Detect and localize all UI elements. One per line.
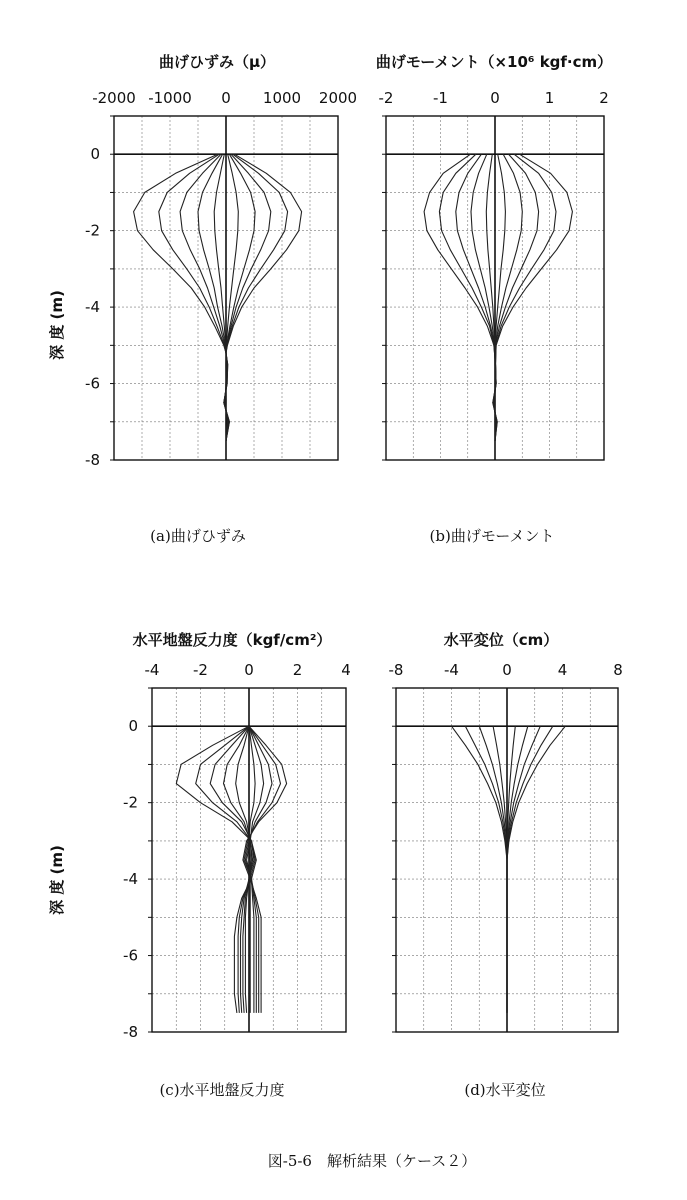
x-tick-label: 0: [502, 661, 512, 679]
chart-d-grid: [392, 688, 618, 1032]
x-tick-label: -8: [388, 661, 404, 679]
x-tick-label: 0: [244, 661, 254, 679]
chart-b-title: 曲げモーメント（×10⁶ kgf·cm）: [375, 53, 613, 71]
series-line-9: [507, 726, 565, 1013]
series-line-9: [493, 154, 556, 441]
chart-b-bending-moment: [376, 53, 612, 545]
series-line-10: [224, 154, 302, 441]
chart-b-caption: (b)曲げモーメント: [429, 527, 555, 545]
y-tick-label: -4: [85, 298, 100, 317]
chart-d-title: 水平変位（cm）: [443, 631, 559, 649]
series-line-6: [507, 726, 528, 1013]
chart-c-series: [176, 726, 286, 1013]
series-line-1: [424, 154, 497, 441]
chart-a-series: [134, 154, 302, 441]
chart-c-subgrade-reaction: [123, 631, 351, 1099]
y-tick-label: -8: [123, 1023, 138, 1041]
y-tick-label: 0: [90, 145, 100, 164]
x-tick-label: 0: [490, 89, 500, 107]
chart-b-series: [424, 154, 572, 441]
x-tick-label: -1000: [148, 89, 192, 107]
series-line-1: [176, 726, 256, 1013]
x-tick-label: -4: [144, 661, 160, 679]
chart-d-caption: (d)水平変位: [464, 1081, 546, 1099]
chart-c-y-axis-label: 深 度 (m): [48, 845, 66, 915]
y-tick-label: -8: [85, 451, 100, 469]
y-tick-label: -4: [123, 870, 138, 889]
series-line-8: [494, 154, 539, 441]
y-tick-label: -2: [85, 221, 100, 240]
chart-c-caption: (c)水平地盤反力度: [159, 1081, 285, 1099]
chart-a-caption: (a)曲げひずみ: [150, 527, 246, 545]
y-tick-label: 0: [128, 717, 138, 736]
chart-a-bending-strain: [85, 53, 357, 545]
x-tick-label: 8: [613, 661, 623, 679]
x-tick-label: -2: [193, 661, 208, 679]
chart-c-title: 水平地盤反力度（kgf/cm²）: [132, 631, 332, 649]
x-tick-label: 1: [544, 89, 555, 107]
y-tick-label: -2: [123, 793, 138, 812]
series-line-9: [224, 154, 288, 441]
x-tick-label: -2: [378, 89, 394, 107]
figure-caption: 図-5-6 解析結果（ケース２）: [267, 1152, 477, 1170]
x-tick-label: 2000: [318, 89, 358, 107]
y-tick-label: -6: [123, 946, 138, 965]
series-line-8: [507, 726, 553, 1013]
chart-a-y-axis-label: 深 度 (m): [48, 290, 66, 360]
x-tick-label: -1: [433, 89, 448, 107]
series-line-4: [493, 726, 507, 1013]
chart-c-y-tick-labels: [123, 717, 138, 1041]
chart-d-horizontal-displacement: [389, 631, 623, 1099]
y-tick-label: -6: [85, 374, 100, 393]
chart-b-grid: [382, 116, 604, 460]
x-tick-label: 1000: [262, 89, 302, 107]
x-tick-label: 4: [341, 661, 351, 679]
chart-c-x-tick-labels: [145, 661, 351, 679]
x-tick-label: 2: [599, 89, 609, 107]
chart-a-x-tick-labels: [92, 89, 357, 107]
x-tick-label: -2000: [92, 89, 136, 107]
series-line-2: [159, 154, 229, 441]
series-line-3: [456, 154, 496, 441]
series-line-4: [198, 154, 228, 441]
chart-b-x-tick-labels: [379, 89, 609, 107]
chart-d-series: [452, 726, 566, 1013]
x-tick-label: 4: [557, 661, 568, 679]
chart-a-grid: [110, 116, 338, 460]
series-line-3: [479, 726, 507, 1013]
chart-d-x-tick-labels: [389, 661, 623, 679]
chart-a-y-tick-labels: [85, 145, 100, 469]
x-tick-label: 0: [221, 89, 231, 107]
series-line-5: [507, 726, 515, 1013]
x-tick-label: 2: [292, 661, 303, 679]
chart-a-title: 曲げひずみ（μ）: [158, 53, 276, 71]
x-tick-label: -4: [444, 661, 459, 679]
series-line-1: [134, 154, 230, 441]
